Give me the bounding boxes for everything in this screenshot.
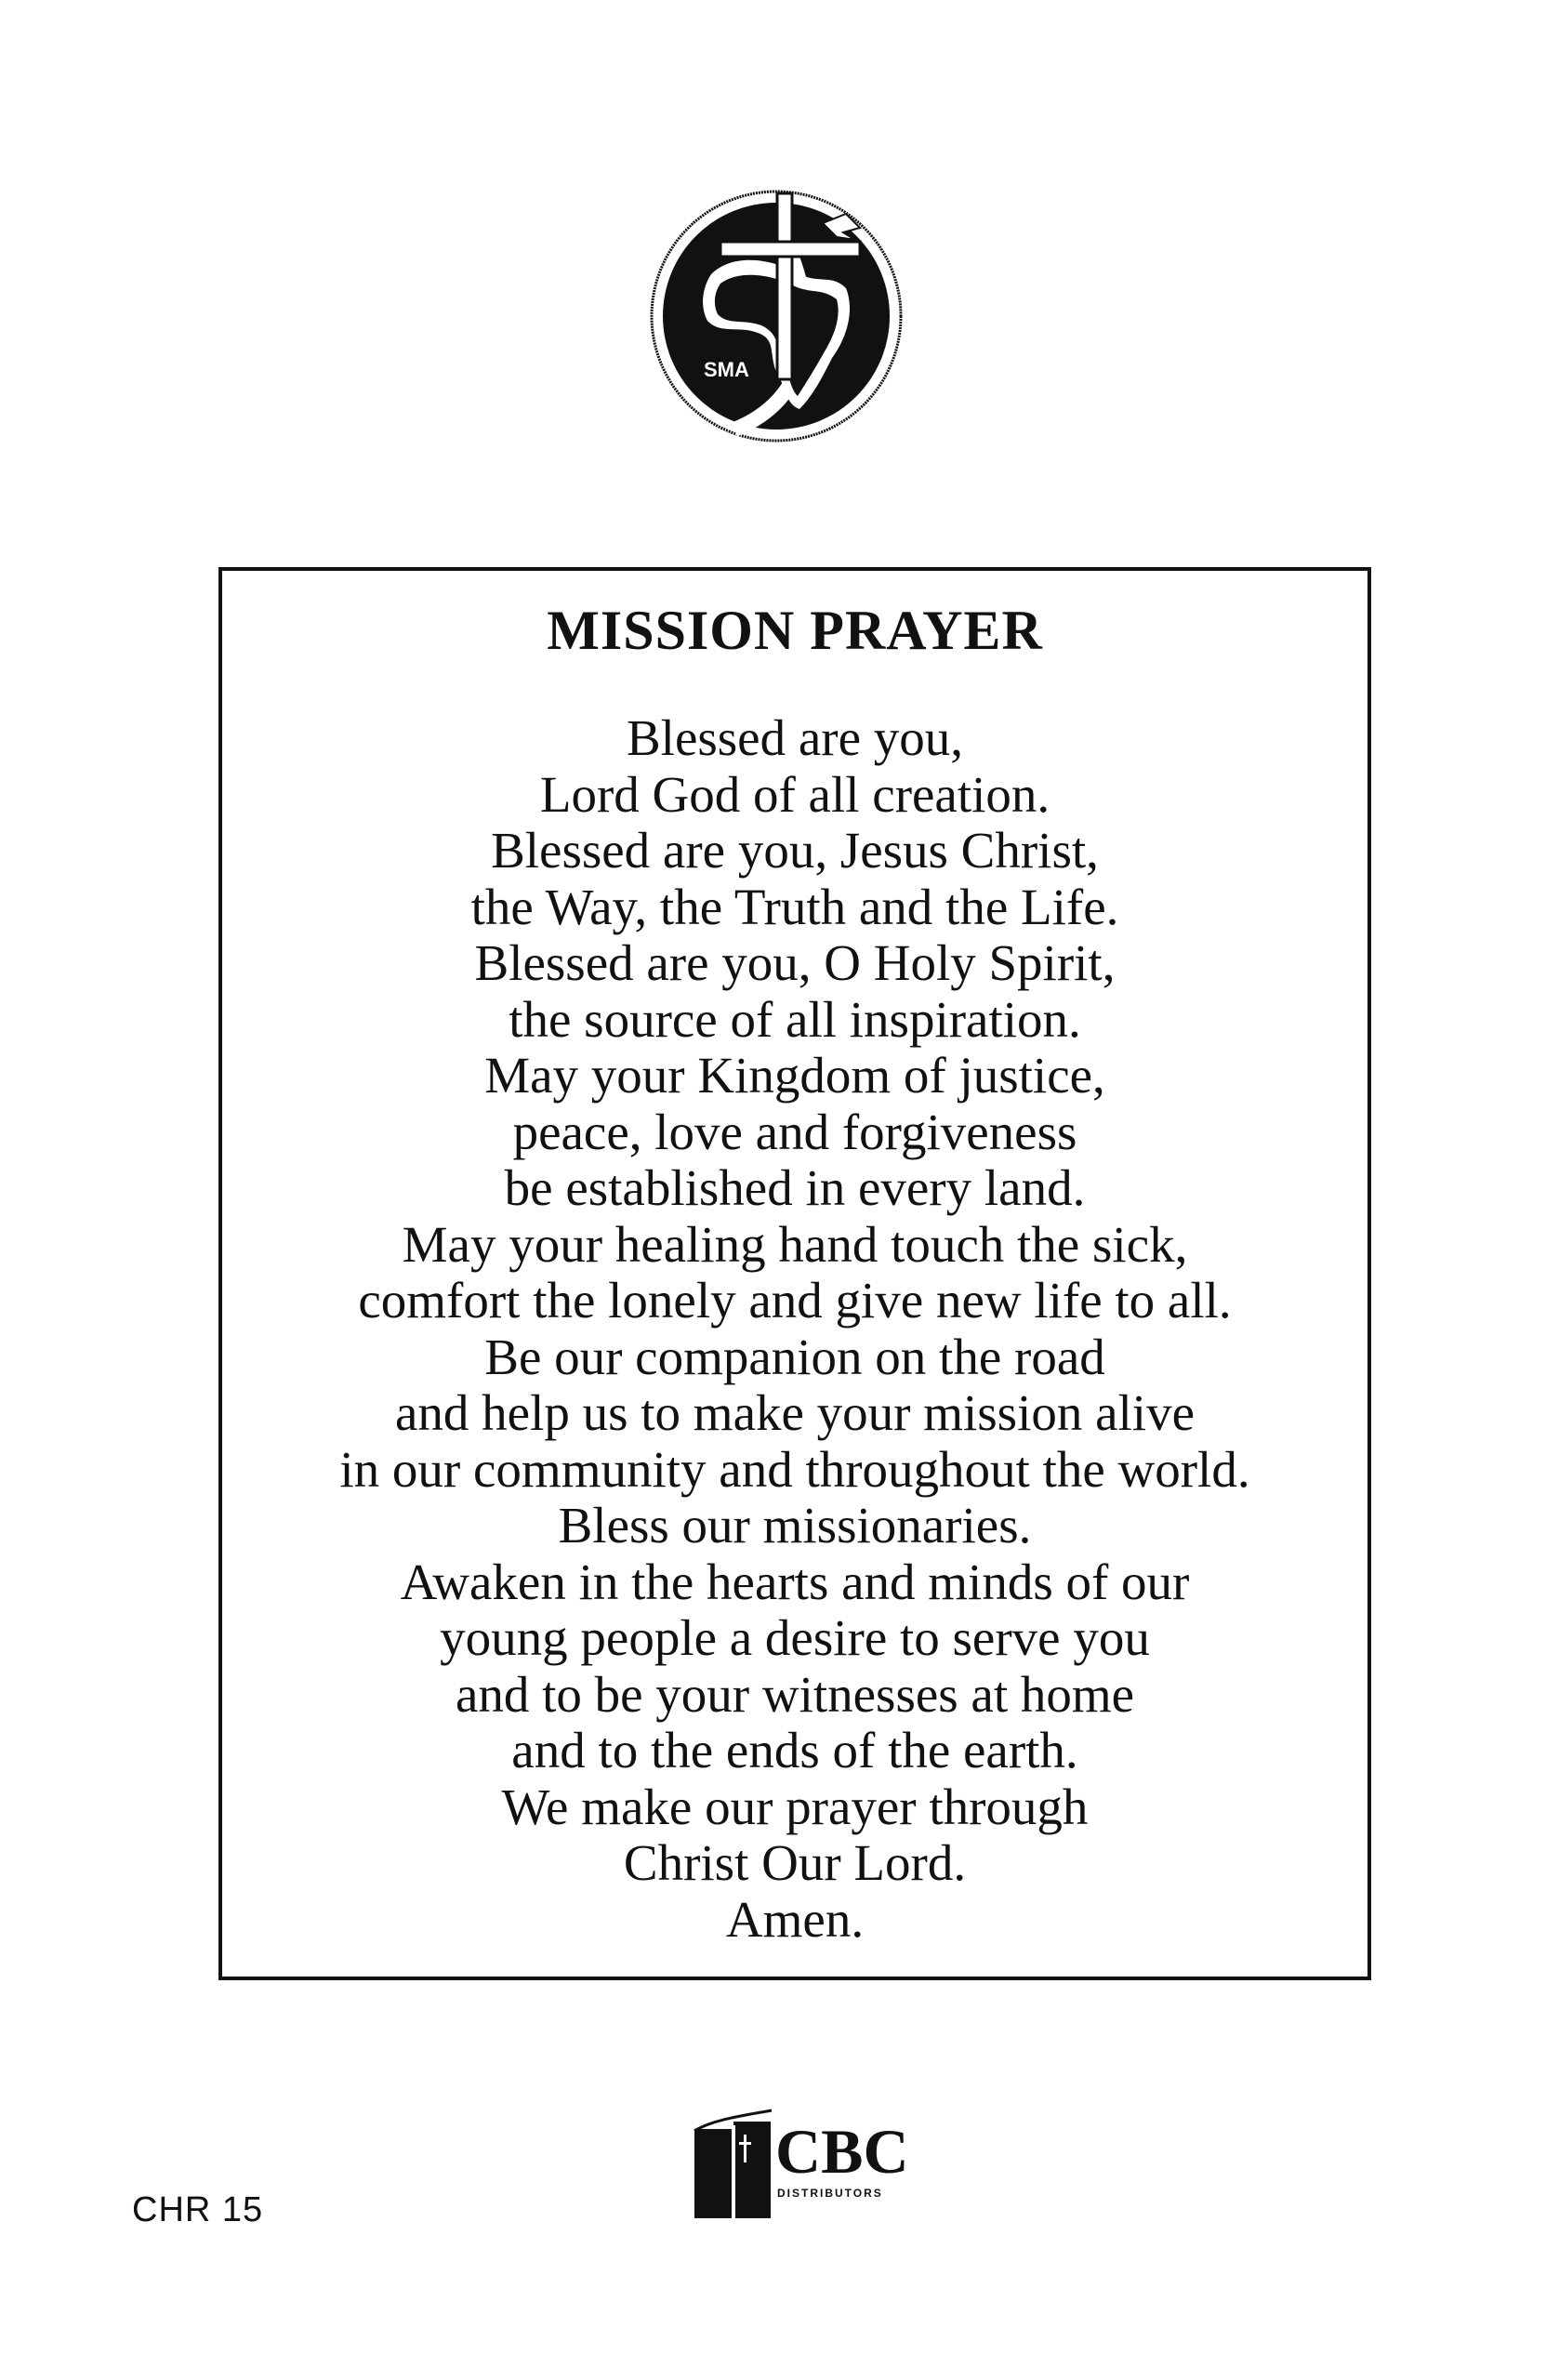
prayer-line: Lord God of all creation. [539, 765, 1050, 823]
prayer-line: young people a desire to serve you [440, 1609, 1150, 1666]
prayer-line: We make our prayer through [501, 1778, 1089, 1835]
prayer-line: Bless our missionaries. [558, 1497, 1032, 1554]
prayer-line: Blessed are you, [627, 709, 963, 766]
publisher-name: CBC [775, 2116, 909, 2187]
sma-logo [646, 186, 906, 446]
prayer-line: and to the ends of the earth. [511, 1722, 1078, 1778]
sma-globe-cross-logo-icon [646, 186, 906, 446]
product-code: CHR 15 [132, 2190, 264, 2229]
prayer-line: May your Kingdom of justice, [484, 1047, 1105, 1104]
logo-text: SMA [704, 358, 749, 381]
prayer-line: Amen. [725, 1890, 865, 1948]
prayer-line: Be our companion on the road [484, 1328, 1105, 1385]
prayer-line: Christ Our Lord. [623, 1834, 967, 1891]
prayer-line: and to be your witnesses at home [455, 1665, 1135, 1723]
book-icon [690, 2103, 773, 2220]
prayer-line: be established in every land. [504, 1159, 1086, 1216]
prayer-line: May your healing hand touch the sick, [402, 1215, 1188, 1273]
prayer-line: Awaken in the hearts and minds of our [400, 1553, 1190, 1610]
prayer-line: Blessed are you, O Holy Spirit, [474, 934, 1116, 991]
prayer-title: MISSION PRAYER [547, 600, 1043, 661]
prayer-line: peace, love and forgiveness [512, 1103, 1077, 1160]
prayer-card [218, 567, 1371, 1980]
prayer-line: the source of all inspiration. [509, 990, 1081, 1048]
prayer-line: and help us to make your mission alive [395, 1384, 1195, 1441]
prayer-line: Blessed are you, Jesus Christ, [491, 822, 1099, 879]
prayer-line: in our community and throughout the world. [339, 1440, 1250, 1498]
prayer-text [222, 710, 1367, 1948]
prayer-line: the Way, the Truth and the Life. [470, 878, 1119, 935]
prayer-line: comfort the lonely and give new life to all. [358, 1272, 1232, 1329]
publisher-tagline: DISTRIBUTORS [777, 2187, 883, 2200]
publisher-logo [690, 2103, 913, 2220]
